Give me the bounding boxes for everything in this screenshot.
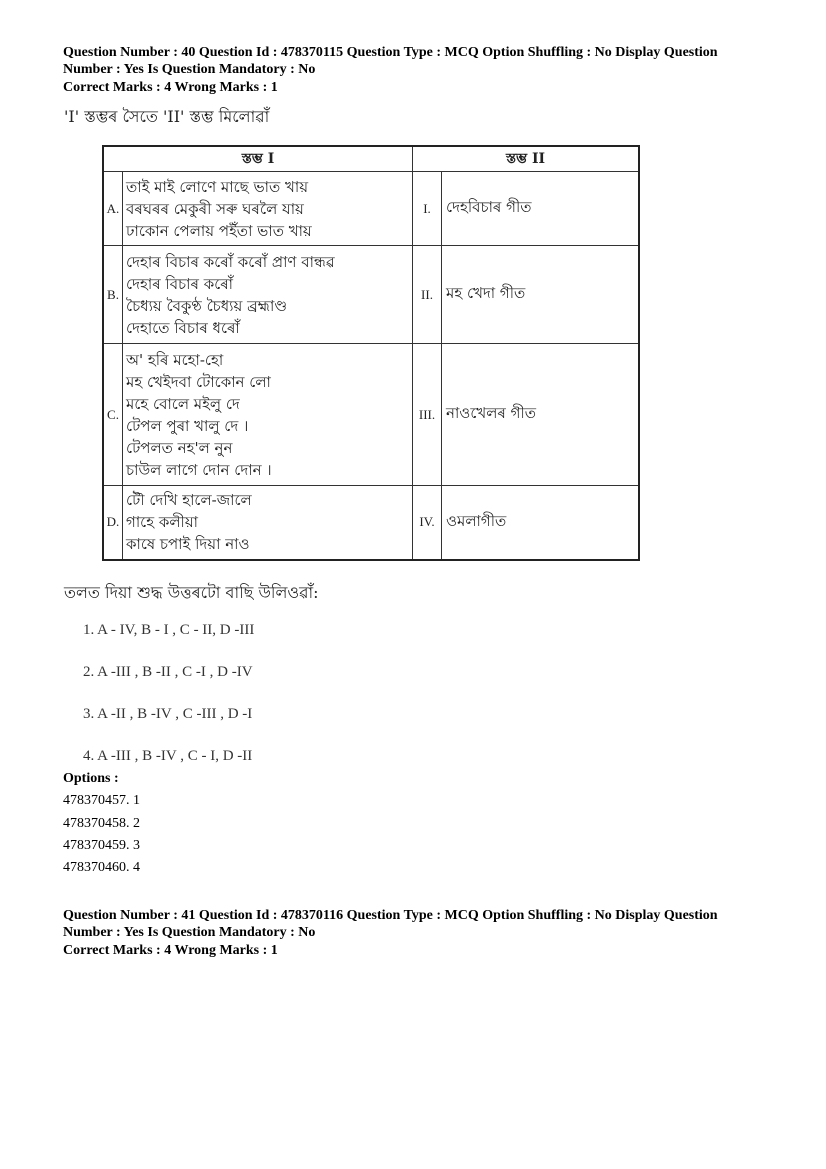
row-numeral: III.	[413, 344, 442, 486]
verse-line: দেহাতে বিচাৰ ধৰোঁ	[126, 318, 240, 337]
q41-header-line2: Number : Yes Is Question Mandatory : No	[63, 925, 316, 940]
column-2-cell: মহ খেদা গীত	[442, 246, 640, 344]
verse-line: টেপল পুৰা খালু দে ।	[126, 416, 249, 435]
table-header-row	[103, 146, 639, 172]
answer-choice-2: 2. A -III , B -II , C -I , D -IV	[83, 664, 253, 680]
column-2-cell: ওমলাগীত	[442, 486, 640, 560]
column-1-cell	[123, 486, 413, 560]
column-1-header: স্তম্ভ I	[103, 146, 413, 172]
table-row	[103, 344, 639, 486]
answer-choice-1: 1. A - IV, B - I , C - II, D -III	[83, 622, 255, 638]
verse-line: কাষে চপাই দিয়া নাও	[126, 535, 250, 554]
column-2-header: স্তম্ভ II	[413, 146, 640, 172]
q40-header-line1: Question Number : 40 Question Id : 478370115 Question Type : MCQ Option Shuffling : No Display Question	[63, 45, 718, 60]
q40-header	[63, 44, 763, 78]
row-numeral: I.	[413, 172, 442, 246]
verse-line: বৰঘৰৰ মেকুৰী সৰু ঘৰলৈ যায়	[126, 199, 304, 218]
verse-line: মহ খেইদবা টোকোন লো	[126, 372, 271, 391]
option-id-4: 478370460. 4	[63, 860, 140, 875]
row-numeral: II.	[413, 246, 442, 344]
verse-line: তাই মাই লোণে মাছে ভাত খায়	[126, 177, 309, 196]
answer-choice-3: 3. A -II , B -IV , C -III , D -I	[83, 706, 253, 722]
q41-header	[63, 907, 763, 941]
row-label: C.	[103, 344, 123, 486]
options-label: Options :	[63, 771, 119, 786]
option-id-1: 478370457. 1	[63, 793, 140, 808]
verse-line: গাহে কলীয়া	[126, 513, 199, 532]
verse-line: মহে বোলে মইলু দে	[126, 394, 240, 413]
column-1-cell	[123, 246, 413, 344]
answer-choice-4: 4. A -III , B -IV , C - I, D -II	[83, 748, 253, 764]
verse-line: টৌ দেখি হালে-জালে	[126, 491, 252, 510]
option-id-2: 478370458. 2	[63, 816, 140, 831]
q40-instruction: 'I' স্তম্ভৰ সৈতে 'II' স্তম্ভ মিলোৱাঁ	[64, 107, 270, 126]
column-1-cell	[123, 172, 413, 246]
table-row	[103, 246, 639, 344]
verse-line: টেপলত নহ'ল নুন	[126, 438, 233, 457]
table-row	[103, 172, 639, 246]
verse-line: দেহাৰ বিচাৰ কৰোঁ কৰোঁ প্ৰাণ বান্ধৱ	[126, 252, 335, 271]
verse-line: অ' হৰি মহো-হো	[126, 350, 224, 369]
q40-prompt: তলত দিয়া শুদ্ধ উত্তৰটো বাছি উলিওৱাঁ:	[64, 583, 319, 602]
row-numeral: IV.	[413, 486, 442, 560]
q40-marks: Correct Marks : 4 Wrong Marks : 1	[63, 80, 278, 95]
matching-table	[102, 145, 640, 561]
column-2-cell: দেহবিচাৰ গীত	[442, 172, 640, 246]
verse-line: ঢাকোন পেলায় পইঁতা ভাত খায়	[126, 221, 312, 240]
q41-header-line1: Question Number : 41 Question Id : 478370116 Question Type : MCQ Option Shuffling : No Display Question	[63, 908, 718, 923]
column-2-cell: নাওখেলৰ গীত	[442, 344, 640, 486]
row-label: B.	[103, 246, 123, 344]
column-1-cell	[123, 344, 413, 486]
verse-line: দেহাৰ বিচাৰ কৰোঁ	[126, 274, 234, 293]
verse-line: চৈধ্যয় বৈকুণ্ঠ চৈধ্যয় ব্ৰহ্মাণ্ড	[126, 296, 288, 315]
q41-marks: Correct Marks : 4 Wrong Marks : 1	[63, 943, 278, 958]
row-label: A.	[103, 172, 123, 246]
q40-header-line2: Number : Yes Is Question Mandatory : No	[63, 62, 316, 77]
verse-line: চাউল লাগে দোন দোন ।	[126, 460, 272, 479]
option-id-3: 478370459. 3	[63, 838, 140, 853]
row-label: D.	[103, 486, 123, 560]
table-row	[103, 486, 639, 560]
